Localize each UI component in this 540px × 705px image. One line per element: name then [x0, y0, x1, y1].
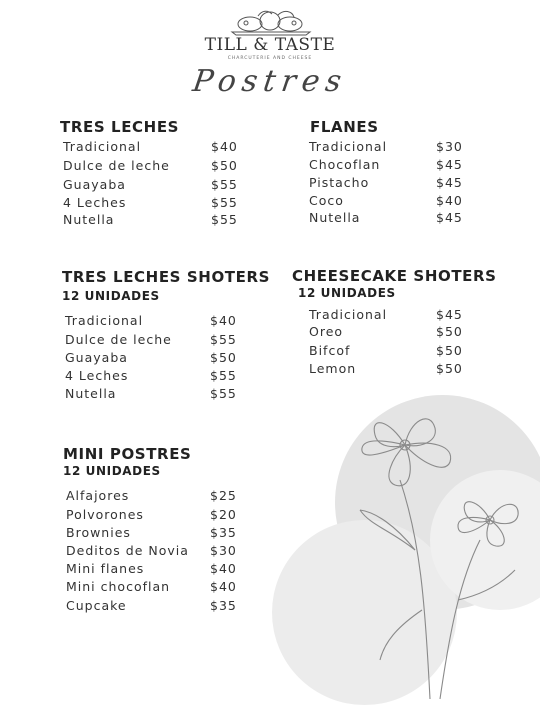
item-name: Mini chocoflan — [66, 579, 171, 594]
item-name: Polvorones — [66, 507, 144, 522]
menu-item — [63, 195, 243, 213]
menu-item — [309, 324, 469, 342]
page-title: Postres — [190, 64, 350, 99]
item-name: Tradicional — [309, 139, 388, 154]
menu-item — [309, 175, 469, 193]
item-name: Lemon — [309, 361, 357, 376]
item-price: $30 — [436, 139, 463, 154]
item-price: $30 — [210, 543, 237, 558]
section-title: MINI POSTRES — [63, 445, 192, 463]
brand-tagline: CHARCUTERIE AND CHEESE — [227, 56, 313, 61]
charcuterie-board-logo-icon — [228, 8, 314, 36]
item-price: $55 — [211, 177, 238, 192]
item-name: Coco — [309, 193, 344, 208]
menu-item — [66, 488, 246, 506]
section-subtitle: 12 UNIDADES — [63, 464, 161, 478]
menu-item — [66, 525, 246, 543]
item-name: Pistacho — [309, 175, 370, 190]
item-price: $55 — [210, 386, 237, 401]
menu-item — [309, 139, 469, 157]
item-price: $50 — [210, 350, 237, 365]
item-price: $35 — [210, 525, 237, 540]
item-price: $25 — [210, 488, 237, 503]
menu-item — [66, 579, 246, 597]
item-price: $20 — [210, 507, 237, 522]
menu-item — [63, 158, 243, 176]
menu-item — [66, 543, 246, 561]
menu-item — [63, 177, 243, 195]
menu-item — [309, 157, 469, 175]
menu-item — [309, 210, 469, 228]
item-name: 4 Leches — [63, 195, 127, 210]
section-title: CHEESECAKE SHOTERS — [292, 267, 497, 285]
section-subtitle: 12 UNIDADES — [298, 286, 396, 300]
item-name: Deditos de Novia — [66, 543, 189, 558]
item-name: Dulce de leche — [65, 332, 172, 347]
item-price: $35 — [210, 598, 237, 613]
item-name: Mini flanes — [66, 561, 145, 576]
item-name: 4 Leches — [65, 368, 129, 383]
item-name: Guayaba — [63, 177, 126, 192]
section-title: FLANES — [310, 118, 379, 136]
menu-item — [309, 361, 469, 379]
menu-item — [309, 343, 469, 361]
item-price: $45 — [436, 210, 463, 225]
item-price: $55 — [210, 332, 237, 347]
item-name: Nutella — [65, 386, 117, 401]
item-name: Nutella — [309, 210, 361, 225]
item-price: $50 — [436, 361, 463, 376]
menu-item — [65, 332, 245, 350]
item-price: $50 — [211, 158, 238, 173]
menu-item — [65, 313, 245, 331]
item-price: $45 — [436, 175, 463, 190]
flower-illustration-icon — [330, 400, 540, 699]
menu-item — [65, 368, 245, 386]
section-subtitle: 12 UNIDADES — [62, 289, 160, 303]
item-name: Tradicional — [63, 139, 142, 154]
section-title: TRES LECHES — [60, 118, 180, 136]
menu-item — [66, 507, 246, 525]
item-name: Guayaba — [65, 350, 128, 365]
menu-item — [66, 598, 246, 616]
menu-item — [63, 139, 243, 157]
menu-item — [309, 193, 469, 211]
item-name: Brownies — [66, 525, 131, 540]
item-price: $55 — [211, 195, 238, 210]
item-price: $40 — [211, 139, 238, 154]
item-name: Cupcake — [66, 598, 127, 613]
item-price: $40 — [210, 561, 237, 576]
item-name: Nutella — [63, 212, 115, 227]
item-price: $40 — [210, 313, 237, 328]
item-price: $45 — [436, 307, 463, 322]
item-price: $55 — [211, 212, 238, 227]
item-name: Tradicional — [65, 313, 144, 328]
item-name: Bifcof — [309, 343, 351, 358]
item-name: Tradicional — [309, 307, 388, 322]
brand-name: TILL & TASTE — [204, 35, 336, 55]
item-price: $40 — [210, 579, 237, 594]
menu-item — [309, 307, 469, 325]
item-price: $40 — [436, 193, 463, 208]
section-title: TRES LECHES SHOTERS — [62, 268, 271, 286]
item-name: Dulce de leche — [63, 158, 170, 173]
menu-item — [65, 386, 245, 404]
menu-item — [63, 212, 243, 230]
item-name: Chocoflan — [309, 157, 381, 172]
item-price: $55 — [210, 368, 237, 383]
item-price: $50 — [436, 324, 463, 339]
menu-item — [65, 350, 245, 368]
item-name: Alfajores — [66, 488, 130, 503]
item-price: $45 — [436, 157, 463, 172]
item-name: Oreo — [309, 324, 344, 339]
item-price: $50 — [436, 343, 463, 358]
menu-item — [66, 561, 246, 579]
